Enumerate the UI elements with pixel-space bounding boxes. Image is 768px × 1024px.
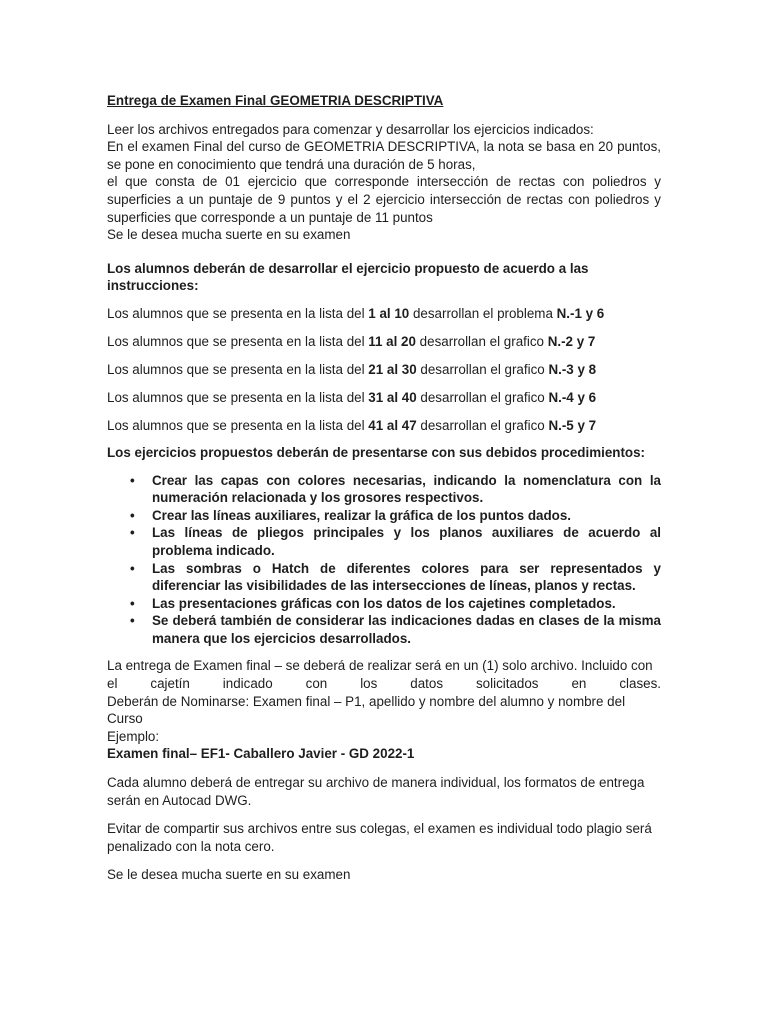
plagiarism-note: Evitar de compartir sus archivos entre sus colegas, el examen es individual todo plagio será penalizado con la nota cero. [107,821,652,854]
delivery-line: Deberán de Nominarse: Examen final – P1, apellido y nombre del alumno y nombre del Curso [107,693,626,727]
intro-line: Leer los archivos entregados para comenzar y desarrollar los ejercicios indicados: [107,121,594,137]
delivery-line: La entrega de Examen final – se deberá de realizar será en un (1) solo archivo. Incluido con [107,658,653,674]
individual-delivery-note: Cada alumno deberá de entregar su archivo de manera individual, los formatos de entrega serán en Autocad DWG. [107,775,645,808]
list-item: • Las presentaciones gráficas con los datos de los cajetines completados. [152,595,661,613]
intro-line: Se le desea mucha suerte en su examen [107,227,351,243]
list-item: • Las sombras o Hatch de diferentes colores para ser representados y diferenciar las visibilidades de las intersecciones de líneas, planos y rectas. [152,560,661,595]
procedures-list [107,472,661,648]
procedures-heading: Los ejercicios propuestos deberán de presentarse con sus debidos procedimientos: [107,444,646,460]
example-label: Ejemplo: [107,728,160,744]
list-item: • Crear las capas con colores necesarias, indicando la nomenclatura con la numeración relacionada y los grosores respectivos. [152,472,661,507]
list-item: • Las líneas de pliegos principales y los planos auxiliares de acuerdo al problema indicado. [152,524,661,559]
intro-block [107,121,661,244]
list-item: • Crear las líneas auxiliares, realizar la gráfica de los puntos dados. [152,507,661,525]
intro-line: el que consta de 01 ejercicio que corresponde intersección de rectas con poliedros y superficies a un puntaje de 9 puntos y el 2 ejercicio intersección de rectas con poliedros y superficies que corresponde a un puntaje de 11 puntos [107,174,661,225]
assignment-row: Los alumnos que se presenta en la lista del 41 al 47 desarrollan el grafico N.-5 y 7 [107,417,597,433]
list-item: • Se deberá también de considerar las indicaciones dadas en clases de la misma manera que los ejercicios desarrollados. [152,612,661,647]
assignment-row: Los alumnos que se presenta en la lista del 31 al 40 desarrollan el grafico N.-4 y 6 [107,389,597,405]
intro-line: En el examen Final del curso de GEOMETRIA DESCRIPTIVA, la nota se basa en 20 puntos, se pone en conocimiento que tendrá una duración de 5 horas, [107,139,661,172]
example-filename: Examen final– EF1- Caballero Javier - GD 2022-1 [107,746,415,762]
document-title [107,92,661,110]
assignment-row: Los alumnos que se presenta en la lista del 11 al 20 desarrollan el grafico N.-2 y 7 [107,333,596,349]
title-course: GEOMETRIA DESCRIPTIVA [269,93,444,108]
closing-line: Se le desea mucha suerte en su examen [107,867,351,883]
assignment-row: Los alumnos que se presenta en la lista del 1 al 10 desarrollan el problema N.-1 y 6 [107,305,605,321]
delivery-block [107,657,661,763]
title-prefix: Entrega de Examen Final [107,93,270,108]
document-body [107,92,661,884]
instructions-heading: Los alumnos deberán de desarrollar el ejercicio propuesto de acuerdo a las instrucciones: [107,260,589,294]
assignment-list [107,305,661,445]
delivery-line: el cajetín indicado con los datos solicitados en clases. [107,676,661,692]
assignment-row: Los alumnos que se presenta en la lista del 21 al 30 desarrollan el grafico N.-3 y 8 [107,361,597,377]
